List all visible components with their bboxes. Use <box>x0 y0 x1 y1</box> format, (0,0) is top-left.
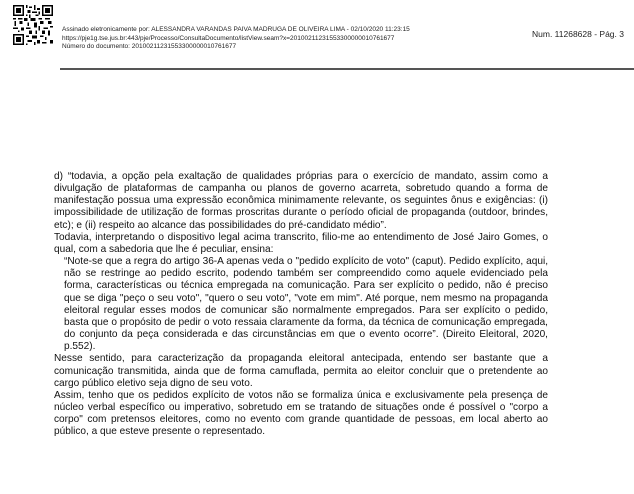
document-url: https://pje1g.tse.jus.br:443/pje/Processo/ConsultaDocumento/listView.seam?x=20100211231553300000010761677 <box>62 34 395 42</box>
document-body <box>54 171 548 438</box>
paragraph-quote-item-d: d) “todavia, a opção pela exaltação de qualidades próprias para o exercício de mandato, assim como a divulgação de plataformas de campanha ou planos de governo acarreta, sobretudo quando a forma de manifestação possua uma expressão econômica minimamente relevante, os seguintes ônus e exigências: (i) impossibilidade de utilização de formas proscritas durante o período oficial de propaganda (outdoor, brindes, etc); e (ii) respeito ao alcance das possibilidades do pré-candidato médio”. <box>54 171 548 231</box>
document-header <box>0 0 634 70</box>
paragraph-conclusion-2: Assim, tenho que os pedidos explícito de votos não se formaliza única e exclusivamente pela presença de núcleo verbal específico ou imperativo, sobretudo em se tratando de situações onde é possível o "corpo a corpo" com pretensos eleitores, como no evento com grande quantidade de pessoas, em local aberto ao público, a que esteve presente o representado. <box>54 389 548 438</box>
paragraph-block-quote: “Note-se que a regra do artigo 36-A apenas veda o "pedido explícito de voto" (caput). Pedido explícito, aqui, não se restringe ao pedido escrito, podendo também ser compreendido como aquele evidenciado pela forma, características ou técnica empregada na comunicação. Para ser explícito o pedido, não é preciso que se diga "peço o seu voto", "quero o seu voto", "vote em mim". Até porque, nem mesmo na propaganda eleitoral regular esses modos de comunicar são normalmente empregados. Para ser explícito o pedido, basta que o propósito de pedir o voto ressaia claramente da forma, da técnica de comunicação empregada, do conjunto da peça considerada e das circunstâncias em que o evento ocorre”. (Direito Eleitoral, 2020, p.552). <box>64 256 548 353</box>
signature-line: Assinado eletronicamente por: ALESSANDRA VARANDAS PAIVA MADRUGA DE OLIVEIRA LIMA - 02/10/2020 11:23:15 <box>62 26 410 33</box>
paragraph-conclusion-1: Nesse sentido, para caracterização da propaganda eleitoral antecipada, entendo ser bastante que a comunicação transmitida, ainda que de forma camuflada, permita ao eleitor concluir que o pretendente ao cargo público eletivo seja digno de seu voto. <box>54 353 548 389</box>
signature-block <box>62 26 410 52</box>
paragraph-author-intro: Todavia, interpretando o dispositivo legal acima transcrito, filio-me ao entendimento de José Jairo Gomes, o qual, com a sabedoria que lhe é peculiar, ensina: <box>54 231 548 255</box>
qr-code-icon <box>13 5 53 45</box>
document-number: Número do documento: 20100211231553300000010761677 <box>62 43 237 51</box>
page-reference: Num. 11268628 - Pág. 3 <box>532 29 624 39</box>
header-divider <box>60 68 634 70</box>
